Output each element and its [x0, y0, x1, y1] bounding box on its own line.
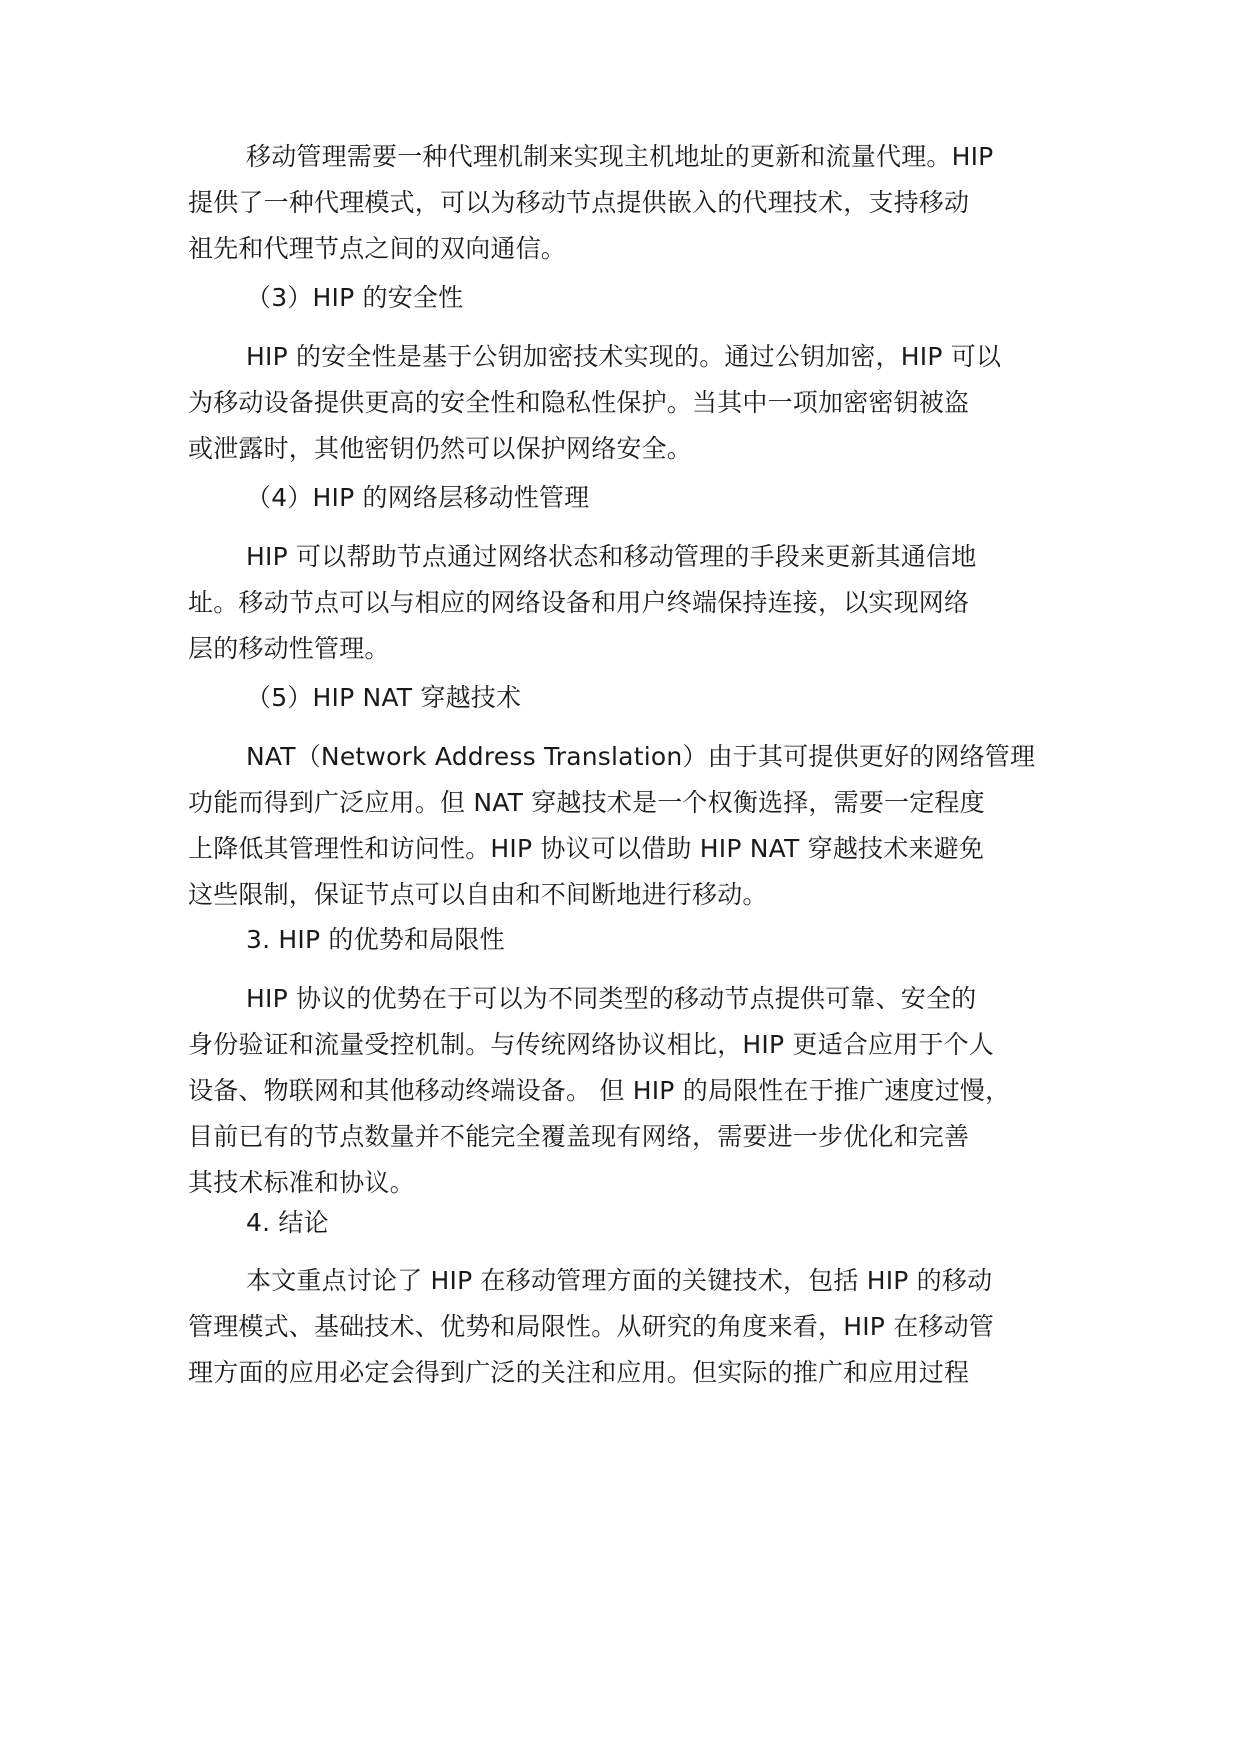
heading-advantages-limitations — [188, 917, 1088, 963]
paragraph-advantages-limitations — [188, 976, 1088, 1206]
paragraph-line: 址。移动节点可以与相应的网络设备和用户终端保持连接，以实现网络 — [188, 588, 970, 617]
paragraph-security — [188, 334, 1088, 472]
heading-nat-traversal — [188, 675, 1088, 721]
paragraph-conclusion — [188, 1258, 1088, 1396]
paragraph-line: 本文重点讨论了 HIP 在移动管理方面的关键技术，包括 HIP 的移动 — [246, 1266, 993, 1295]
paragraph-line: 设备、物联网和其他移动终端设备。 但 HIP 的局限性在于推广速度过慢， — [188, 1076, 1011, 1105]
paragraph-nat-traversal — [188, 734, 1088, 918]
paragraph-proxy-mode — [188, 134, 1088, 272]
paragraph-line: 身份验证和流量受控机制。与传统网络协议相比，HIP 更适合应用于个人 — [188, 1030, 994, 1059]
paragraph-line: 移动管理需要一种代理机制来实现主机地址的更新和流量代理。HIP — [246, 142, 994, 171]
paragraph-line: 层的移动性管理。 — [188, 634, 390, 663]
paragraph-line: 功能而得到广泛应用。但 NAT 穿越技术是一个权衡选择，需要一定程度 — [188, 788, 985, 817]
section-heading: 3. HIP 的优势和局限性 — [246, 925, 505, 954]
section-heading: 4. 结论 — [246, 1208, 329, 1237]
paragraph-line: 祖先和代理节点之间的双向通信。 — [188, 234, 567, 263]
paragraph-line: 这些限制，保证节点可以自由和不间断地进行移动。 — [188, 880, 768, 909]
paragraph-line: 或泄露时，其他密钥仍然可以保护网络安全。 — [188, 434, 693, 463]
paragraph-line: 提供了一种代理模式，可以为移动节点提供嵌入的代理技术，支持移动 — [188, 188, 970, 217]
paragraph-line: HIP 协议的优势在于可以为不同类型的移动节点提供可靠、安全的 — [246, 984, 977, 1013]
paragraph-line: HIP 的安全性是基于公钥加密技术实现的。通过公钥加密，HIP 可以 — [246, 342, 1002, 371]
paragraph-line: HIP 可以帮助节点通过网络状态和移动管理的手段来更新其通信地 — [246, 542, 977, 571]
heading-conclusion — [188, 1200, 1088, 1246]
paragraph-line: 上降低其管理性和访问性。HIP 协议可以借助 HIP NAT 穿越技术来避免 — [188, 834, 985, 863]
heading-network-mobility — [188, 475, 1088, 521]
section-heading: （3）HIP 的安全性 — [246, 283, 464, 312]
section-heading: （5）HIP NAT 穿越技术 — [246, 683, 522, 712]
paragraph-line: 理方面的应用必定会得到广泛的关注和应用。但实际的推广和应用过程 — [188, 1358, 970, 1387]
paragraph-line: 其技术标准和协议。 — [188, 1168, 415, 1197]
paragraph-line: 为移动设备提供更高的安全性和隐私性保护。当其中一项加密密钥被盗 — [188, 388, 970, 417]
paragraph-line: NAT（Network Address Translation）由于其可提供更好的网络管理 — [246, 742, 1036, 771]
section-heading: （4）HIP 的网络层移动性管理 — [246, 483, 590, 512]
heading-security — [188, 275, 1088, 321]
paragraph-line: 管理模式、基础技术、优势和局限性。从研究的角度来看，HIP 在移动管 — [188, 1312, 994, 1341]
paragraph-network-mobility — [188, 534, 1088, 672]
paragraph-line: 目前已有的节点数量并不能完全覆盖现有网络，需要进一步优化和完善 — [188, 1122, 970, 1151]
